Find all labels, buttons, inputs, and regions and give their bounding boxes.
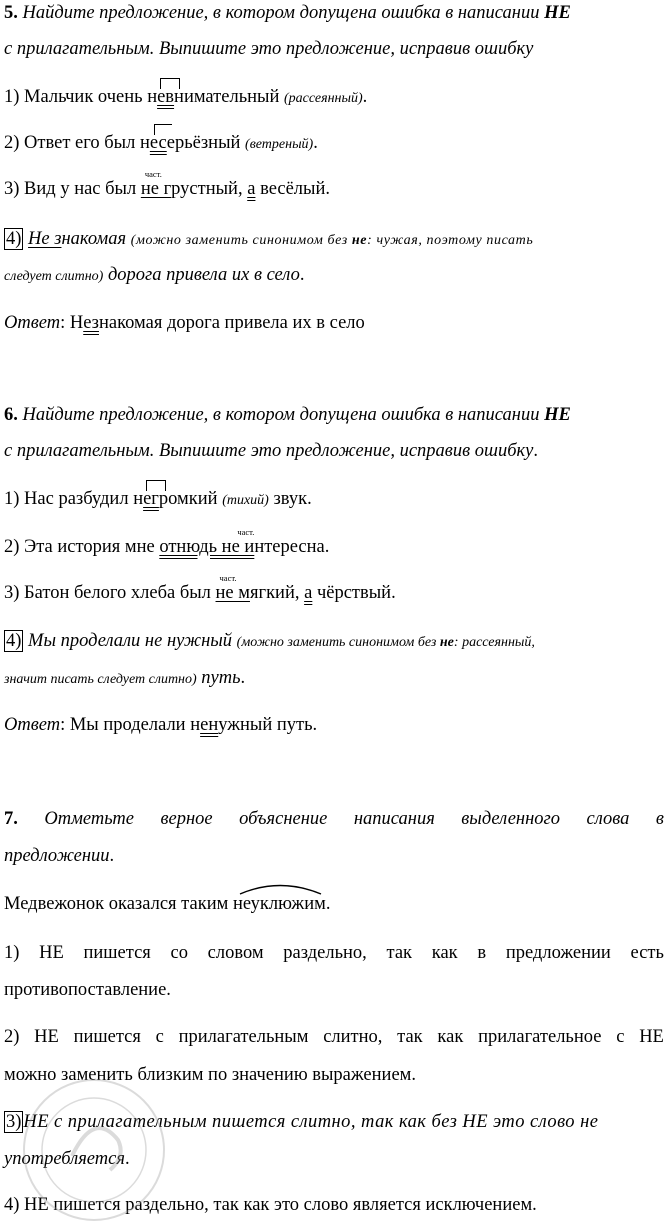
task7-prompt-line2: предложении.	[4, 846, 115, 866]
task7-prompt-line1: 7. Отметьте верное объяснение написания выделенного слова в	[4, 809, 664, 829]
task5-prompt-line2: с прилагательным. Выпишите это предложение, исправив ошибку	[4, 39, 534, 59]
particle-label: част.	[237, 527, 255, 537]
task6-option-1: 1) Нас разбудил нег ромкий (тихий) звук.	[4, 487, 312, 513]
morpheme-bracket	[146, 480, 166, 491]
task5-prompt-line1: 5. Найдите предложение, в котором допущена ошибка в написании НЕ	[4, 3, 571, 23]
task7-option-1-line1: 1) НЕ пишется со словом раздельно, так как в предложении есть	[4, 943, 664, 963]
task6-option-4-cont: значит писать следует слитно) путь.	[4, 668, 246, 688]
task5-option-4-cont: следует слитно) дорога привела их в село.	[4, 265, 305, 285]
task6-prompt-line1: 6. Найдите предложение, в котором допущена ошибка в написании НЕ	[4, 405, 571, 425]
task7-option-2-line2: можно заменить близким по значению выражением.	[4, 1065, 416, 1085]
task6-option-4: 4) Мы проделали не нужный (можно заменить синонимом без не: рассеянный,	[6, 631, 535, 651]
task6-prompt-line2: с прилагательным. Выпишите это предложение, исправив ошибку.	[4, 441, 539, 461]
task6-option-3: 3) Батон белого хлеба был част. не мягкий, а чёрствый.	[4, 581, 396, 605]
morpheme-bracket	[154, 124, 172, 135]
task7-sentence: Медвежонок оказался таким неуклюж им.	[4, 892, 330, 916]
task7-option-4: 4) НЕ пишется раздельно, так как это слово является исключением.	[4, 1195, 537, 1215]
root-arc-icon	[238, 883, 323, 895]
answer-box: 4)	[6, 631, 22, 651]
task7-option-2-line1: 2) НЕ пишется с прилагательным слитно, так как прилагательное с НЕ	[4, 1027, 664, 1047]
task5-number: 5.	[4, 3, 18, 23]
task7-option-3-line2: употребляется.	[4, 1149, 130, 1169]
particle-label: част.	[219, 573, 237, 583]
task5-answer: Ответ: Незнакомая дорога привела их в село	[4, 313, 365, 333]
morpheme-bracket	[160, 78, 180, 89]
task5-option-4: 4) Не знакомая (можно заменить синонимом без не: чужая, поэтому писать	[6, 229, 534, 249]
task5-option-1: 1) Мальчик очень нев нимательный (рассеянный).	[4, 85, 367, 111]
task6-number: 6.	[4, 405, 18, 425]
answer-box: 4)	[6, 229, 22, 249]
task5-option-2: 2) Ответ его был нес ерьёзный (ветреный).	[4, 131, 318, 157]
answer-box: 3)	[6, 1112, 22, 1132]
task7-number: 7.	[4, 809, 18, 829]
task7-option-3-line1: 3) НЕ с прилагательным пишется слитно, так как без НЕ это слово не	[6, 1112, 599, 1132]
task6-answer: Ответ: Мы проделали ненужный путь.	[4, 715, 318, 735]
task7-option-1-line2: противопоставление.	[4, 980, 171, 1000]
task6-option-2: 2) Эта история мне част. отнюдь не интересна.	[4, 535, 329, 559]
particle-label: част.	[144, 169, 162, 179]
task5-option-3: 3) Вид у нас был част. не грустный, а весёлый.	[4, 177, 330, 201]
